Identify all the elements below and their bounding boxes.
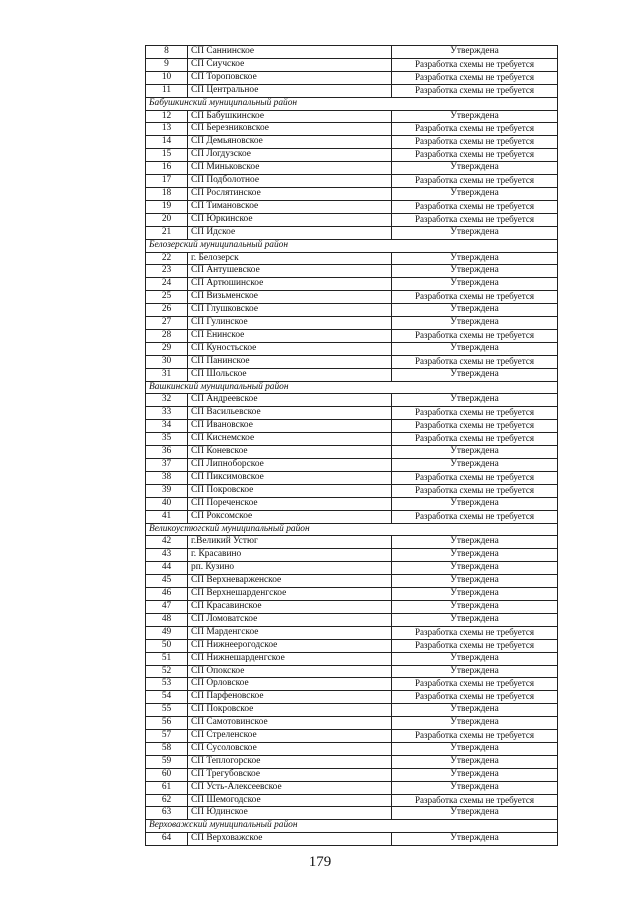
row-number: 20 [146, 213, 188, 226]
scheme-status: Утверждена [392, 717, 558, 730]
district-section-row [146, 97, 558, 110]
row-number: 38 [146, 471, 188, 484]
settlement-name: СП Марденгское [188, 626, 392, 639]
scheme-status: Утверждена [392, 110, 558, 123]
table-row [146, 730, 558, 743]
row-number: 46 [146, 588, 188, 601]
table-row [146, 626, 558, 639]
table-row [146, 446, 558, 459]
table-row [146, 407, 558, 420]
row-number: 29 [146, 342, 188, 355]
settlement-name: СП Усть-Алексеевское [188, 781, 392, 794]
scheme-status: Разработка схемы не требуется [392, 58, 558, 71]
scheme-status: Утверждена [392, 497, 558, 510]
scheme-status: Утверждена [392, 459, 558, 472]
settlement-name: СП Гулинское [188, 317, 392, 330]
district-title: Великоустюгский муниципальный район [146, 523, 558, 536]
table-row [146, 807, 558, 820]
row-number: 12 [146, 110, 188, 123]
scheme-status: Разработка схемы не требуется [392, 149, 558, 162]
scheme-status: Утверждена [392, 226, 558, 239]
scheme-status: Разработка схемы не требуется [392, 420, 558, 433]
scheme-status: Разработка схемы не требуется [392, 407, 558, 420]
settlement-name: СП Пореченское [188, 497, 392, 510]
settlement-name: СП Покровское [188, 704, 392, 717]
settlement-name: СП Васильевское [188, 407, 392, 420]
settlement-name: СП Шемогодское [188, 794, 392, 807]
table-row [146, 136, 558, 149]
settlement-name: г.Великий Устюг [188, 536, 392, 549]
row-number: 23 [146, 265, 188, 278]
scheme-status: Утверждена [392, 265, 558, 278]
row-number: 43 [146, 549, 188, 562]
scheme-status: Утверждена [392, 588, 558, 601]
scheme-status: Утверждена [392, 342, 558, 355]
table-row [146, 394, 558, 407]
settlement-name: СП Юркинское [188, 213, 392, 226]
scheme-status: Разработка схемы не требуется [392, 794, 558, 807]
table-row [146, 355, 558, 368]
settlement-name: СП Ломоватское [188, 613, 392, 626]
scheme-status: Утверждена [392, 162, 558, 175]
settlement-name: СП Шольское [188, 368, 392, 381]
table-row [146, 46, 558, 59]
table-row [146, 471, 558, 484]
table-row [146, 652, 558, 665]
table-row [146, 304, 558, 317]
settlement-name: СП Киснемское [188, 433, 392, 446]
settlement-name: СП Опокское [188, 665, 392, 678]
row-number: 17 [146, 175, 188, 188]
district-title: Вашкинский муниципальный район [146, 381, 558, 394]
settlement-name: СП Парфеновское [188, 691, 392, 704]
scheme-status: Разработка схемы не требуется [392, 200, 558, 213]
scheme-status: Утверждена [392, 549, 558, 562]
row-number: 59 [146, 755, 188, 768]
scheme-status: Разработка схемы не требуется [392, 626, 558, 639]
settlement-name: СП Березниковское [188, 123, 392, 136]
table-row [146, 84, 558, 97]
row-number: 45 [146, 575, 188, 588]
table-row [146, 459, 558, 472]
row-number: 44 [146, 562, 188, 575]
row-number: 58 [146, 742, 188, 755]
row-number: 55 [146, 704, 188, 717]
row-number: 47 [146, 600, 188, 613]
settlement-name: г. Красавино [188, 549, 392, 562]
table-row [146, 755, 558, 768]
settlement-name: СП Рослятинское [188, 187, 392, 200]
table-row [146, 600, 558, 613]
scheme-status: Утверждена [392, 755, 558, 768]
row-number: 34 [146, 420, 188, 433]
settlement-name: СП Нижнеерогодское [188, 639, 392, 652]
settlement-name: СП Ивановское [188, 420, 392, 433]
district-title: Бабушкинский муниципальный район [146, 97, 558, 110]
table-row [146, 794, 558, 807]
settlement-name: СП Саннинское [188, 46, 392, 59]
settlement-name: г. Белозерск [188, 252, 392, 265]
table-row [146, 317, 558, 330]
scheme-status: Разработка схемы не требуется [392, 175, 558, 188]
row-number: 14 [146, 136, 188, 149]
settlement-name: СП Красавинское [188, 600, 392, 613]
district-section-row [146, 239, 558, 252]
settlement-name: СП Пиксимовское [188, 471, 392, 484]
row-number: 27 [146, 317, 188, 330]
district-title: Белозерский муниципальный район [146, 239, 558, 252]
row-number: 32 [146, 394, 188, 407]
table-row [146, 123, 558, 136]
settlement-name: СП Коневское [188, 446, 392, 459]
settlement-name: СП Артюшинское [188, 278, 392, 291]
district-section-row [146, 381, 558, 394]
row-number: 50 [146, 639, 188, 652]
table-row [146, 704, 558, 717]
row-number: 16 [146, 162, 188, 175]
table-row [146, 678, 558, 691]
scheme-status: Разработка схемы не требуется [392, 510, 558, 523]
row-number: 15 [146, 149, 188, 162]
row-number: 49 [146, 626, 188, 639]
page-number: 179 [308, 854, 332, 870]
table-row [146, 613, 558, 626]
settlement-name: СП Енинское [188, 329, 392, 342]
scheme-status: Разработка схемы не требуется [392, 291, 558, 304]
scheme-status: Утверждена [392, 278, 558, 291]
scheme-status: Утверждена [392, 768, 558, 781]
scheme-status: Разработка схемы не требуется [392, 329, 558, 342]
table-row [146, 291, 558, 304]
settlement-name: СП Визьменское [188, 291, 392, 304]
row-number: 33 [146, 407, 188, 420]
table-row [146, 252, 558, 265]
table-row [146, 497, 558, 510]
settlement-name: СП Антушевское [188, 265, 392, 278]
row-number: 9 [146, 58, 188, 71]
settlement-name: СП Трегубовское [188, 768, 392, 781]
row-number: 11 [146, 84, 188, 97]
settlement-name: СП Тороповское [188, 71, 392, 84]
table-row [146, 342, 558, 355]
row-number: 31 [146, 368, 188, 381]
row-number: 19 [146, 200, 188, 213]
settlement-name: СП Глушковское [188, 304, 392, 317]
settlement-name: СП Самотовинское [188, 717, 392, 730]
settlement-name: СП Идское [188, 226, 392, 239]
settlement-name: СП Демьяновское [188, 136, 392, 149]
scheme-status: Утверждена [392, 742, 558, 755]
settlement-name: СП Центральное [188, 84, 392, 97]
row-number: 40 [146, 497, 188, 510]
row-number: 42 [146, 536, 188, 549]
table-row [146, 149, 558, 162]
scheme-status: Утверждена [392, 536, 558, 549]
scheme-status: Разработка схемы не требуется [392, 123, 558, 136]
row-number: 41 [146, 510, 188, 523]
settlement-name: СП Сусоловское [188, 742, 392, 755]
district-section-row [146, 523, 558, 536]
row-number: 18 [146, 187, 188, 200]
settlement-name: СП Куностьское [188, 342, 392, 355]
scheme-status: Разработка схемы не требуется [392, 355, 558, 368]
table-row [146, 187, 558, 200]
scheme-status: Утверждена [392, 304, 558, 317]
table-row [146, 768, 558, 781]
table-row [146, 639, 558, 652]
table-row [146, 71, 558, 84]
settlement-name: СП Тимановское [188, 200, 392, 213]
table-row [146, 575, 558, 588]
table-row [146, 549, 558, 562]
settlements-table [145, 45, 558, 846]
settlement-name: СП Нижнешарденгское [188, 652, 392, 665]
table-row [146, 717, 558, 730]
row-number: 53 [146, 678, 188, 691]
scheme-status: Разработка схемы не требуется [392, 433, 558, 446]
table-row [146, 368, 558, 381]
table-row [146, 781, 558, 794]
table-row [146, 329, 558, 342]
scheme-status: Разработка схемы не требуется [392, 730, 558, 743]
table-row [146, 278, 558, 291]
scheme-status: Утверждена [392, 833, 558, 846]
settlement-name: СП Логдузское [188, 149, 392, 162]
settlement-name: СП Андреевское [188, 394, 392, 407]
row-number: 37 [146, 459, 188, 472]
settlement-name: СП Панинское [188, 355, 392, 368]
scheme-status: Утверждена [392, 317, 558, 330]
settlement-name: СП Юдинское [188, 807, 392, 820]
row-number: 22 [146, 252, 188, 265]
scheme-status: Утверждена [392, 562, 558, 575]
row-number: 36 [146, 446, 188, 459]
scheme-status: Утверждена [392, 187, 558, 200]
settlement-name: СП Орловское [188, 678, 392, 691]
scheme-status: Разработка схемы не требуется [392, 136, 558, 149]
table-row [146, 175, 558, 188]
scheme-status: Утверждена [392, 575, 558, 588]
scheme-status: Разработка схемы не требуется [392, 678, 558, 691]
table-body [146, 46, 558, 846]
scheme-status: Утверждена [392, 252, 558, 265]
table-row [146, 510, 558, 523]
settlement-name: рп. Кузино [188, 562, 392, 575]
row-number: 8 [146, 46, 188, 59]
settlement-name: СП Липноборское [188, 459, 392, 472]
table-row [146, 691, 558, 704]
scheme-status: Разработка схемы не требуется [392, 84, 558, 97]
district-title: Верховажский муниципальный район [146, 820, 558, 833]
row-number: 64 [146, 833, 188, 846]
district-section-row [146, 820, 558, 833]
settlement-name: СП Миньковское [188, 162, 392, 175]
row-number: 39 [146, 484, 188, 497]
scheme-status: Разработка схемы не требуется [392, 471, 558, 484]
scheme-status: Утверждена [392, 600, 558, 613]
row-number: 63 [146, 807, 188, 820]
row-number: 26 [146, 304, 188, 317]
table-row [146, 162, 558, 175]
scheme-status: Утверждена [392, 652, 558, 665]
table-row [146, 833, 558, 846]
settlement-name: СП Подболотное [188, 175, 392, 188]
scheme-status: Разработка схемы не требуется [392, 484, 558, 497]
scheme-status: Утверждена [392, 613, 558, 626]
row-number: 28 [146, 329, 188, 342]
scheme-status: Разработка схемы не требуется [392, 213, 558, 226]
table-row [146, 536, 558, 549]
row-number: 61 [146, 781, 188, 794]
scheme-status: Разработка схемы не требуется [392, 639, 558, 652]
settlement-name: СП Верховажское [188, 833, 392, 846]
table-row [146, 213, 558, 226]
row-number: 48 [146, 613, 188, 626]
row-number: 51 [146, 652, 188, 665]
table-row [146, 110, 558, 123]
row-number: 24 [146, 278, 188, 291]
row-number: 60 [146, 768, 188, 781]
row-number: 13 [146, 123, 188, 136]
row-number: 30 [146, 355, 188, 368]
settlement-name: СП Теплогорское [188, 755, 392, 768]
table-row [146, 742, 558, 755]
table-row [146, 562, 558, 575]
row-number: 52 [146, 665, 188, 678]
scheme-status: Утверждена [392, 46, 558, 59]
settlement-name: СП Верхнешарденгское [188, 588, 392, 601]
row-number: 10 [146, 71, 188, 84]
row-number: 57 [146, 730, 188, 743]
settlement-name: СП Бабушкинское [188, 110, 392, 123]
row-number: 35 [146, 433, 188, 446]
table-row [146, 433, 558, 446]
table-row [146, 484, 558, 497]
settlement-name: СП Сиучское [188, 58, 392, 71]
table-row [146, 265, 558, 278]
table-row [146, 420, 558, 433]
table-row [146, 588, 558, 601]
row-number: 21 [146, 226, 188, 239]
table-row [146, 200, 558, 213]
settlement-name: СП Верхневарженское [188, 575, 392, 588]
settlement-name: СП Роксомское [188, 510, 392, 523]
scheme-status: Утверждена [392, 665, 558, 678]
table-row [146, 226, 558, 239]
row-number: 56 [146, 717, 188, 730]
scheme-status: Разработка схемы не требуется [392, 691, 558, 704]
row-number: 25 [146, 291, 188, 304]
scheme-status: Разработка схемы не требуется [392, 71, 558, 84]
scheme-status: Утверждена [392, 446, 558, 459]
scheme-status: Утверждена [392, 807, 558, 820]
settlement-name: СП Покровское [188, 484, 392, 497]
scheme-status: Утверждена [392, 368, 558, 381]
document-sheet [145, 45, 557, 846]
scheme-status: Утверждена [392, 781, 558, 794]
settlement-name: СП Стреленское [188, 730, 392, 743]
table-row [146, 58, 558, 71]
scheme-status: Утверждена [392, 394, 558, 407]
table-row [146, 665, 558, 678]
row-number: 62 [146, 794, 188, 807]
scheme-status: Утверждена [392, 704, 558, 717]
row-number: 54 [146, 691, 188, 704]
